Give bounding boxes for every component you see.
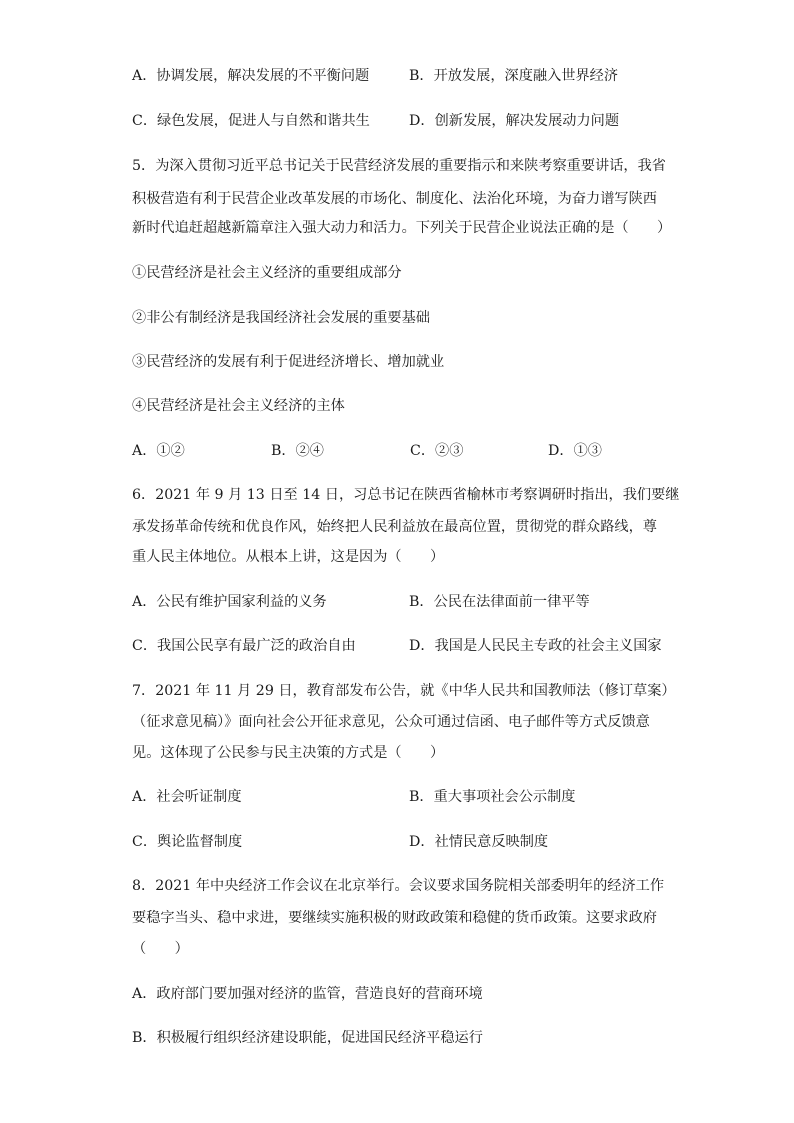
q6-option-a: A．公民有维护国家利益的义务 (132, 594, 327, 610)
q5-option-d: D．①③ (548, 443, 602, 459)
q4-option-c: C．绿色发展，促进人与自然和谐共生 (132, 113, 370, 129)
q7-option-c: C．舆论监督制度 (132, 834, 243, 850)
q6-options-row-2 (132, 636, 672, 656)
q5-option-a: A．①② (132, 443, 185, 459)
q6-option-d: D．我国是人民民主专政的社会主义国家 (409, 638, 662, 654)
q8-stem-line-2: 要稳字当头、稳中求进，要继续实施积极的财政政策和稳健的货币政策。这要求政府 (132, 910, 657, 926)
q5-statement-2: ②非公有制经济是我国经济社会发展的重要基础 (132, 310, 430, 326)
q7-stem-line-1: 7．2021 年 11 月 29 日，教育部发布公告，就《中华人民共和国教师法（修订草案） (132, 683, 676, 699)
q8-option-b: B．积极履行组织经济建设职能，促进国民经济平稳运行 (132, 1030, 483, 1046)
q5-stem-line-3: 新时代追赶超越新篇章注入强大动力和活力。下列关于民营企业说法正确的是（ ） (132, 220, 672, 236)
q4-options-row-1 (132, 66, 672, 86)
q7-option-a: A．社会听证制度 (132, 789, 242, 805)
q5-options-row (132, 441, 672, 461)
q4-options-row-2 (132, 111, 672, 131)
q7-options-row-1 (132, 787, 672, 807)
q6-option-c: C．我国公民享有最广泛的政治自由 (132, 638, 356, 654)
q5-statement-4: ④民营经济是社会主义经济的主体 (132, 398, 345, 414)
q6-option-b: B．公民在法律面前一律平等 (409, 594, 590, 610)
q6-stem-line-1: 6．2021 年 9 月 13 日至 14 日，习总书记在陕西省榆林市考察调研时指出，我们要继 (132, 487, 680, 503)
q7-option-d: D．社情民意反映制度 (409, 834, 549, 850)
q4-option-a: A．协调发展，解决发展的不平衡问题 (132, 68, 370, 84)
q6-options-row-1 (132, 592, 672, 612)
q7-options-row-2 (132, 832, 672, 852)
q4-option-d: D．创新发展，解决发展动力问题 (409, 113, 620, 129)
q7-stem-line-3: 见。这体现了公民参与民主决策的方式是（ ） (132, 745, 445, 761)
q8-stem-line-1: 8．2021 年中央经济工作会议在北京举行。会议要求国务院相关部委明年的经济工作 (132, 878, 665, 894)
q5-statement-3: ③民营经济的发展有利于促进经济增长、增加就业 (132, 354, 445, 370)
q5-statement-1: ①民营经济是社会主义经济的重要组成部分 (132, 265, 402, 281)
q5-stem-line-2: 积极营造有利于民营企业改革发展的市场化、制度化、法治化环境，为奋力谱写陕西 (132, 191, 657, 207)
q7-option-b: B．重大事项社会公示制度 (409, 789, 576, 805)
q5-stem-line-1: 5．为深入贯彻习近平总书记关于民营经济发展的重要指示和来陕考察重要讲话，我省 (132, 158, 666, 174)
q5-option-c: C．②③ (410, 443, 464, 459)
q6-stem-line-2: 承发扬革命传统和优良作风，始终把人民利益放在最高位置，贯彻党的群众路线，尊 (132, 519, 657, 535)
q8-option-a: A．政府部门要加强对经济的监管，营造良好的营商环境 (132, 986, 483, 1002)
q5-option-b: B．②④ (271, 443, 324, 459)
q7-stem-line-2: （征求意见稿）》面向社会公开征求意见，公众可通过信函、电子邮件等方式反馈意 (132, 714, 650, 730)
q6-stem-line-3: 重人民主体地位。从根本上讲，这是因为（ ） (132, 549, 445, 565)
q8-stem-line-3: （ ） (132, 941, 189, 957)
q4-option-b: B．开放发展，深度融入世界经济 (409, 68, 619, 84)
